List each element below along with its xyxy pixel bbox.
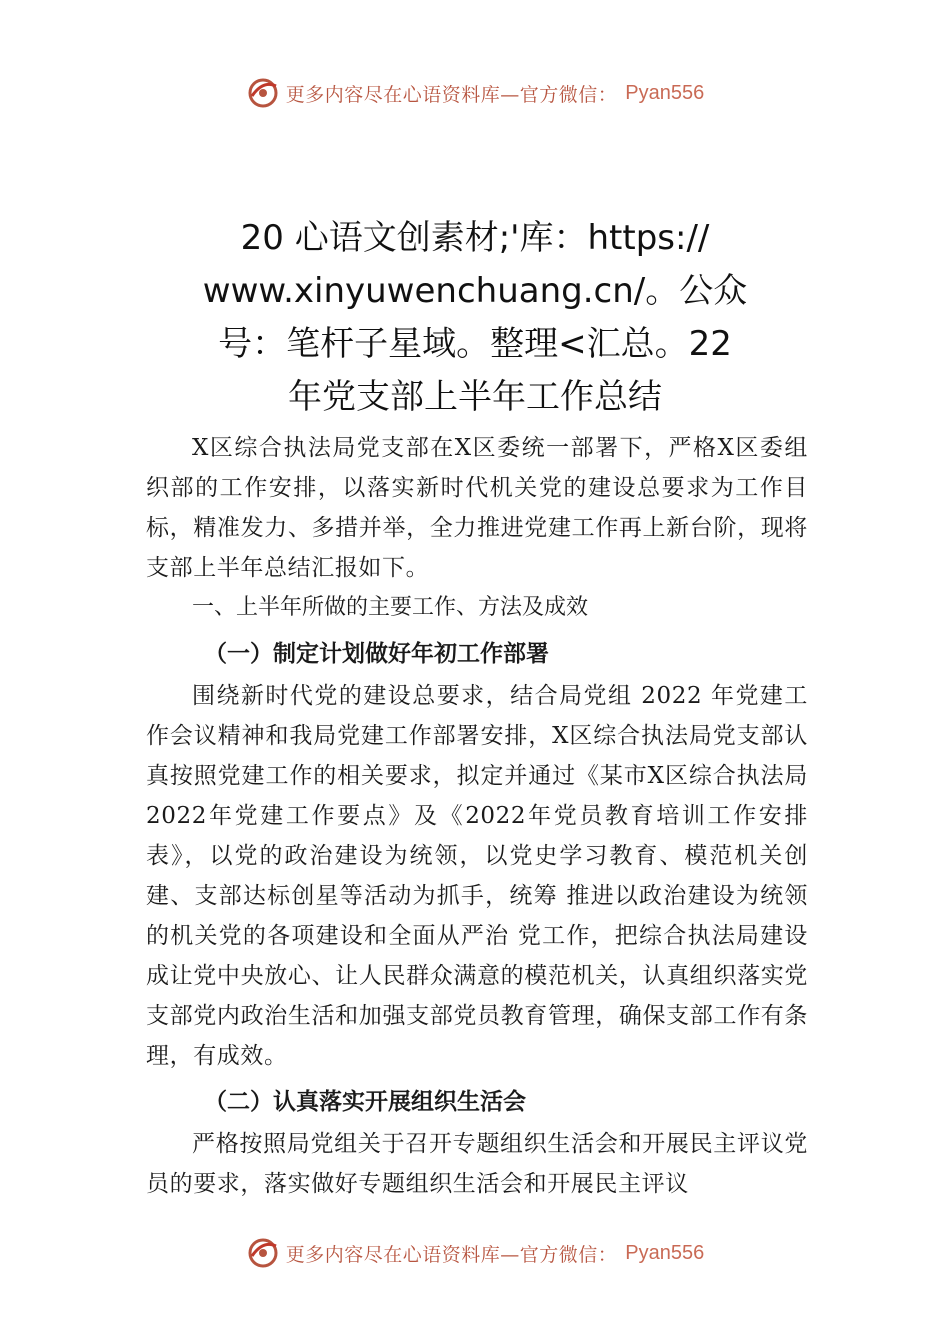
- subsection-heading-1: （一）制定计划做好年初工作部署: [204, 641, 549, 667]
- subsection-heading-2: （二）认真落实开展组织生活会: [204, 1089, 526, 1115]
- document-body: [146, 428, 808, 1204]
- title-line-3: 号：笔杆子星域。整理<汇总。22: [218, 324, 732, 364]
- title-line-4: 年党支部上半年工作总结: [288, 377, 662, 417]
- section-heading-1: 一、上半年所做的主要工作、方法及成效: [192, 595, 589, 620]
- banner-wechat-id: Pyan556: [625, 1241, 705, 1264]
- paragraph-2: 严格按照局党组关于召开专题组织生活会和开展民主评议党员的要求，落实做好专题组织生活会和开展民主评议: [146, 1131, 808, 1197]
- banner-text: 更多内容尽在心语资料库—官方微信：: [285, 83, 618, 106]
- top-banner: [0, 73, 950, 113]
- intro-paragraph: X区综合执法局党支部在X区委统一部署下，严格X区委组织部的工作安排，以落实新时代机关党的建设总要求为工作目标，精准发力、多措并举，全力推进党建工作再上新台阶，现将支部上半年总结汇报如下。: [146, 435, 808, 581]
- brand-logo-icon: [246, 1236, 280, 1270]
- document-title: [150, 212, 800, 424]
- brand-logo-icon: [246, 76, 280, 110]
- title-line-1: 20 心语文创素材;'库：https://: [240, 218, 710, 258]
- title-line-2: www.xinyuwenchuang.cn/。公众: [202, 271, 748, 311]
- paragraph-1: 围绕新时代党的建设总要求，结合局党组 2022 年党建工作会议精神和我局党建工作部署安排，X区综合执法局党支部认真按照党建工作的相关要求，拟定并通过《某市X区综合执法局 2022年党建工作要点》及《2022年党员教育培训工作安排表》，以党的政治建设为统领，以党史学习教育、模范机关创建、支部达标创星等活动为抓手，统筹 推进以政治建设为统领的机关党的各项建设和全面从严治 党工作，把综合执法局建设成让党中央放心、让人民群众满意的模范机关，认真组织落实党支部党内政治生活和加强支部党员教育管理，确保支部工作有条理，有成效。: [146, 683, 808, 1069]
- bottom-banner: [0, 1233, 950, 1273]
- banner-wechat-id: Pyan556: [625, 81, 705, 104]
- banner-text: 更多内容尽在心语资料库—官方微信：: [285, 1243, 618, 1266]
